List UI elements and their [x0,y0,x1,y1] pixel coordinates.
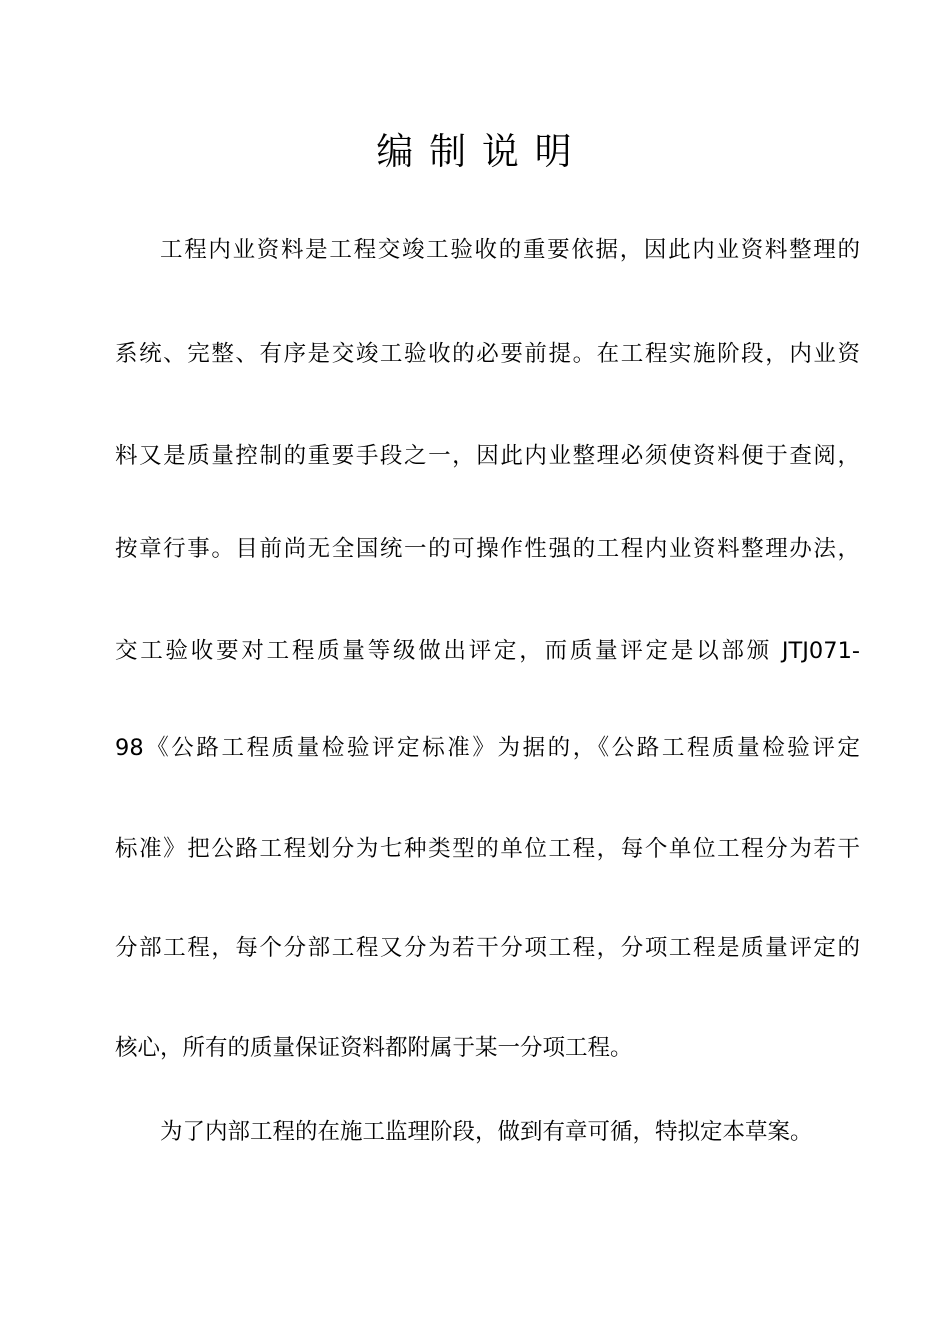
paragraph-line-1: 工程内业资料是工程交竣工验收的重要依据，因此内业资料整理的 [160,237,860,263]
paragraph-line-6: 98《公路工程质量检验评定标准》为据的，《公路工程质量检验评定 [115,735,860,761]
paragraph-line-7: 标准》把公路工程划分为七种类型的单位工程，每个单位工程分为若干 [115,836,860,862]
paragraph-line-2: 系统、完整、有序是交竣工验收的必要前提。在工程实施阶段，内业资 [115,341,860,367]
paragraph-line-9: 核心，所有的质量保证资料都附属于某一分项工程。 [115,1035,633,1061]
document-title: 编 制 说 明 [376,130,574,173]
paragraph-line-10: 为了内部工程的在施工监理阶段，做到有章可循，特拟定本草案。 [160,1119,813,1145]
paragraph-line-4: 按章行事。目前尚无全国统一的可操作性强的工程内业资料整理办法， [115,536,860,562]
paragraph-line-8: 分部工程，每个分部工程又分为若干分项工程，分项工程是质量评定的 [115,935,860,961]
paragraph-line-5: 交工验收要对工程质量等级做出评定，而质量评定是以部颁 JTJ071- [115,638,860,664]
paragraph-line-3: 料又是质量控制的重要手段之一，因此内业整理必须使资料便于查阅， [115,443,860,469]
